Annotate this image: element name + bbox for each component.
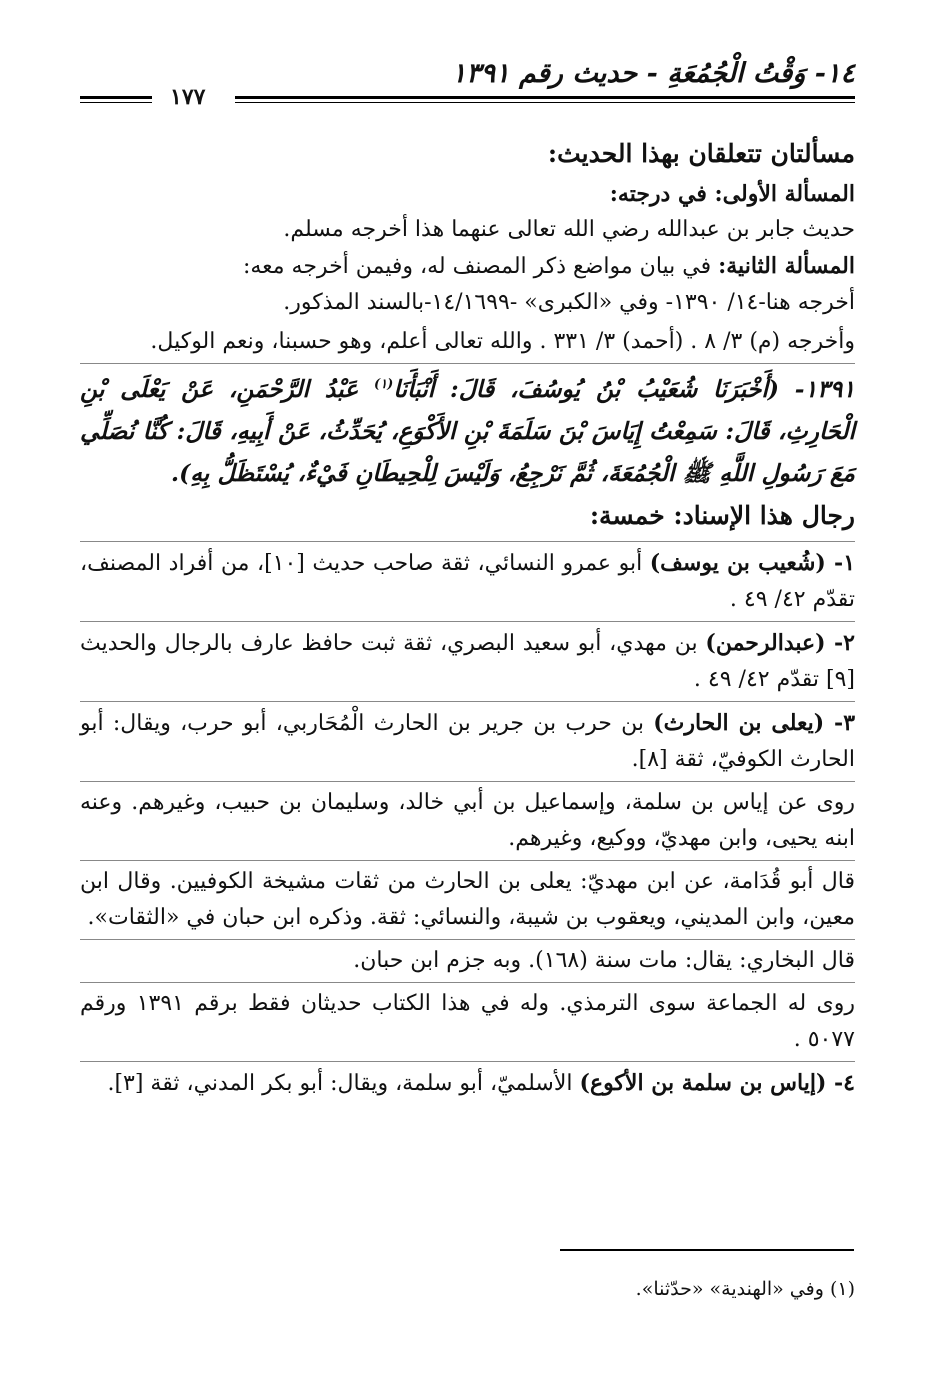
footnote-marker: (١) (373, 377, 394, 392)
issue-one-label: المسألة الأولى: في درجته: (609, 181, 855, 207)
narrator-4-text: الأسلميّ، أبو سلمة، ويقال: أبو بكر المدني، ثقة [٣]. (107, 1070, 580, 1096)
page-header (80, 58, 855, 110)
narrator-4 (80, 1065, 855, 1102)
separator (80, 541, 855, 542)
hadith-text (80, 364, 855, 494)
header-rule (235, 96, 855, 103)
hadith-isnad-rest: عَبْدُ الرَّحْمَنِ، عَنْ يَعْلَى بْنِ الْحَارِثِ، قَالَ: سَمِعْتُ إِيَاسَ بْنَ سَلَمَةَ بْنِ الأَكْوَعِ، يُحَدِّثُ، عَنْ أَبِيهِ، قَالَ: كُنَّا نُصَلِّي مَعَ رَسُولِ اللَّهِ ﷺ الْجُمُعَةَ، ثُمَّ نَرْجِعُ، وَلَيْسَ لِلْحِيطَانِ فَيْءٌ، يُسْتَظَلُّ بِهِ). (80, 374, 855, 487)
narrator-3-narrations: روى له الجماعة سوى الترمذي. وله في هذا الكتاب حديثان فقط برقم ١٣٩١ ورقم ٥٠٧٧ . (80, 990, 856, 1052)
separator (80, 860, 855, 861)
main-text (80, 132, 855, 1102)
issue-two-label: المسألة الثانية: (718, 253, 855, 279)
narrator-4-name: ٤- (إياس بن سلمة بن الأكوع) (579, 1069, 855, 1096)
footnote: (١) وفي «الهندية» «حدّثنا». (635, 1278, 855, 1300)
separator (80, 939, 855, 940)
running-title: ١٤- وَقْتُ الْجُمُعَةِ - حديث رقم ١٣٩١ (451, 58, 855, 89)
issue-two-source-line: أخرجه هنا-١٤/ ١٣٩٠- وفي «الكبرى» -١٤/١٦٩٩-بالسند المذكور. (283, 290, 855, 315)
separator (80, 621, 855, 622)
separator (80, 1061, 855, 1062)
narrator-3 (80, 705, 855, 778)
narrator-3-death: قال البخاري: يقال: مات سنة (١٦٨). وبه جزم ابن حبان. (353, 947, 855, 973)
narrator-3-grading: قال أبو قُدَامة، عن ابن مهديّ: يعلى بن الحارث من ثقات مشيخة الكوفيين. وقال ابن معين، وابن المديني، ويعقوب بن شيبة، والنسائي: ثقة. وذكره ابن حبان في «الثقات». (80, 868, 855, 930)
separator (80, 701, 855, 702)
narrator-1-name: ١- (شُعيب بن يوسف) (649, 549, 856, 576)
narrator-2 (80, 625, 855, 698)
narrator-3-text: بن حرب بن جرير بن الحارث الْمُحَاربي، أبو حرب، ويقال: أبو الحارث الكوفيّ، ثقة [٨]. (80, 710, 855, 772)
narrator-1-text: أبو عمرو النسائي، ثقة صاحب حديث [١٠]، من أفراد المصنف، تقدّم ٤٢/ ٤٩ . (80, 550, 855, 612)
narrator-2-text: بن مهدي، أبو سعيد البصري، ثقة ثبت حافظ عارف بالرجال والحديث [٩] تقدّم ٤٢/ ٤٩ . (80, 630, 855, 692)
footnote-rule (560, 1249, 854, 1251)
narrator-1 (80, 545, 855, 618)
narrator-3-name: ٣- (يعلى بن الحارث) (653, 709, 856, 736)
narrator-3-students: روى عن إياس بن سلمة، وإسماعيل بن أبي خالد، وسليمان بن حبيب، وغيرهم. وعنه ابنه يحيى، وابن مهديّ، ووكيع، وغيرهم. (80, 789, 855, 851)
section-heading-issues: مسألتان تتعلقان بهذا الحديث: (547, 139, 855, 168)
issue-two-text: في بيان مواضع ذكر المصنف له، وفيمن أخرجه معه: (242, 254, 719, 279)
issue-two-intro (80, 248, 855, 285)
narrator-2-name: ٢- (عبدالرحمن) (705, 629, 855, 656)
page-number: ١٧٧ (170, 84, 206, 110)
separator (80, 781, 855, 782)
hadith-isnad-start: ١٣٩١- (أَخْبَرَنَا شُعَيْبُ بْنُ يُوسُفَ، قَالَ: أَنْبَأَنَا (393, 374, 855, 403)
issue-one-text: حديث جابر بن عبدالله رضي الله تعالى عنهما هذا أخرجه مسلم. (283, 217, 855, 242)
issue-two-closing: وأخرجه (م) ٣/ ٨ . (أحمد) ٣/ ٣٣١ . والله تعالى أعلم، وهو حسبنا، ونعم الوكيل. (150, 329, 855, 354)
separator (80, 982, 855, 983)
header-rule-short (80, 96, 152, 103)
section-heading-narrators: رجال هذا الإسناد: خمسة: (589, 500, 855, 530)
